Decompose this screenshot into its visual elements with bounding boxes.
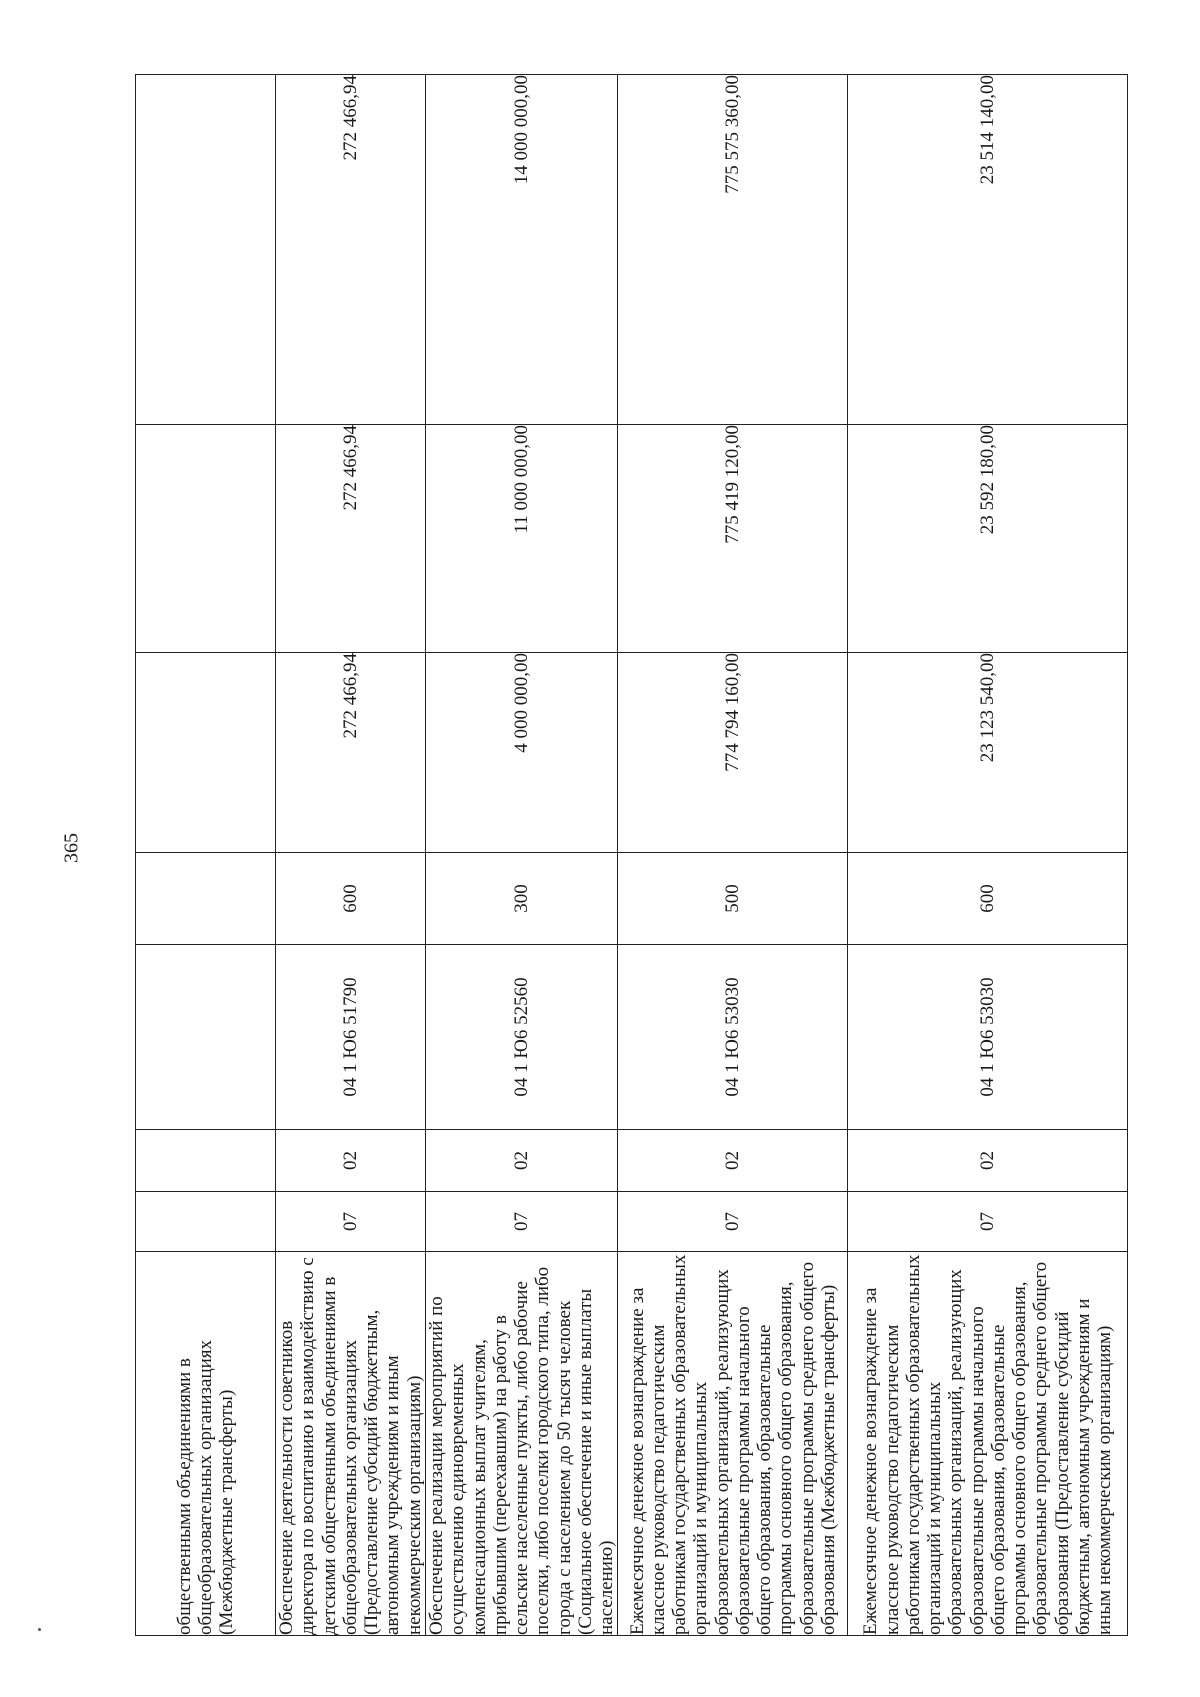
row-description: Ежемесячное денежное вознаграждение за классное руководство педагогическим работникам государственных образовательных организаций и муниципальных образовательных организаций, реализующих образовательные программы начального общего образования, образовательные программы основного общего образования, образовательные программы среднего общего образования (Межбюджетные трансферты) — [618, 1252, 848, 1636]
rotated-table-wrapper — [135, 75, 1145, 1636]
sum-year1-cell: 4 000 000,00 — [426, 653, 618, 853]
row-description: Обеспечение деятельности советников директора по воспитанию и взаимодействию с детскими общественными объединениями в общеобразовательных организациях (Предоставление субсидий бюджетным, автономным учреждениям и иным некоммерческим организациям) — [276, 1252, 426, 1636]
table-row — [426, 75, 618, 1636]
expense-type-cell: 600 — [848, 853, 1128, 945]
target-article-cell: 04 1 Ю6 53030 — [618, 945, 848, 1130]
razdel-cell: 07 — [618, 1192, 848, 1252]
target-article-cell: 04 1 Ю6 51790 — [276, 945, 426, 1130]
table-row — [618, 75, 848, 1636]
page-number: 365 — [60, 833, 83, 863]
sum-year3-cell: 272 466,94 — [276, 75, 426, 425]
sum-year3-cell — [136, 75, 276, 425]
table-row — [276, 75, 426, 1636]
podrazdel-cell — [136, 1130, 276, 1192]
row-description: общественными объединениями в общеобразовательных организациях (Межбюджетные трансферты) — [136, 1252, 276, 1636]
target-article-cell: 04 1 Ю6 53030 — [848, 945, 1128, 1130]
sum-year2-cell: 11 000 000,00 — [426, 425, 618, 653]
razdel-cell: 07 — [276, 1192, 426, 1252]
sum-year2-cell: 775 419 120,00 — [618, 425, 848, 653]
expense-type-cell: 500 — [618, 853, 848, 945]
sum-year2-cell — [136, 425, 276, 653]
expense-type-cell — [136, 853, 276, 945]
razdel-cell — [136, 1192, 276, 1252]
sum-year3-cell: 23 514 140,00 — [848, 75, 1128, 425]
target-article-cell — [136, 945, 276, 1130]
target-article-cell: 04 1 Ю6 52560 — [426, 945, 618, 1130]
budget-table — [135, 74, 1128, 1636]
row-description: Ежемесячное денежное вознаграждение за классное руководство педагогическим работникам государственных образовательных организаций и муниципальных образовательных организаций, реализующих образовательные программы начального общего образования, образовательные программы основного общего образования, образовательные программы среднего общего образования (Предоставление субсидий бюджетным, автономным учреждениям и иным некоммерческим организациям) — [848, 1252, 1128, 1636]
podrazdel-cell: 02 — [276, 1130, 426, 1192]
sum-year2-cell: 272 466,94 — [276, 425, 426, 653]
sum-year1-cell: 774 794 160,00 — [618, 653, 848, 853]
sum-year3-cell: 775 575 360,00 — [618, 75, 848, 425]
row-description: Обеспечение реализации мероприятий по осуществлению единовременных компенсационных выплат учителям, прибывшим (переехавшим) на работу в сельские населенные пункты, либо рабочие поселки, либо поселки городского типа, либо города с населением до 50 тысяч человек (Социальное обеспечение и иные выплаты населению) — [426, 1252, 618, 1636]
sum-year1-cell: 23 123 540,00 — [848, 653, 1128, 853]
podrazdel-cell: 02 — [426, 1130, 618, 1192]
podrazdel-cell: 02 — [618, 1130, 848, 1192]
scan-speck — [38, 1628, 41, 1631]
expense-type-cell: 600 — [276, 853, 426, 945]
sum-year1-cell — [136, 653, 276, 853]
sum-year1-cell: 272 466,94 — [276, 653, 426, 853]
table-row — [848, 75, 1128, 1636]
expense-type-cell: 300 — [426, 853, 618, 945]
podrazdel-cell: 02 — [848, 1130, 1128, 1192]
sum-year2-cell: 23 592 180,00 — [848, 425, 1128, 653]
razdel-cell: 07 — [848, 1192, 1128, 1252]
razdel-cell: 07 — [426, 1192, 618, 1252]
table-row — [136, 75, 276, 1636]
sum-year3-cell: 14 000 000,00 — [426, 75, 618, 425]
